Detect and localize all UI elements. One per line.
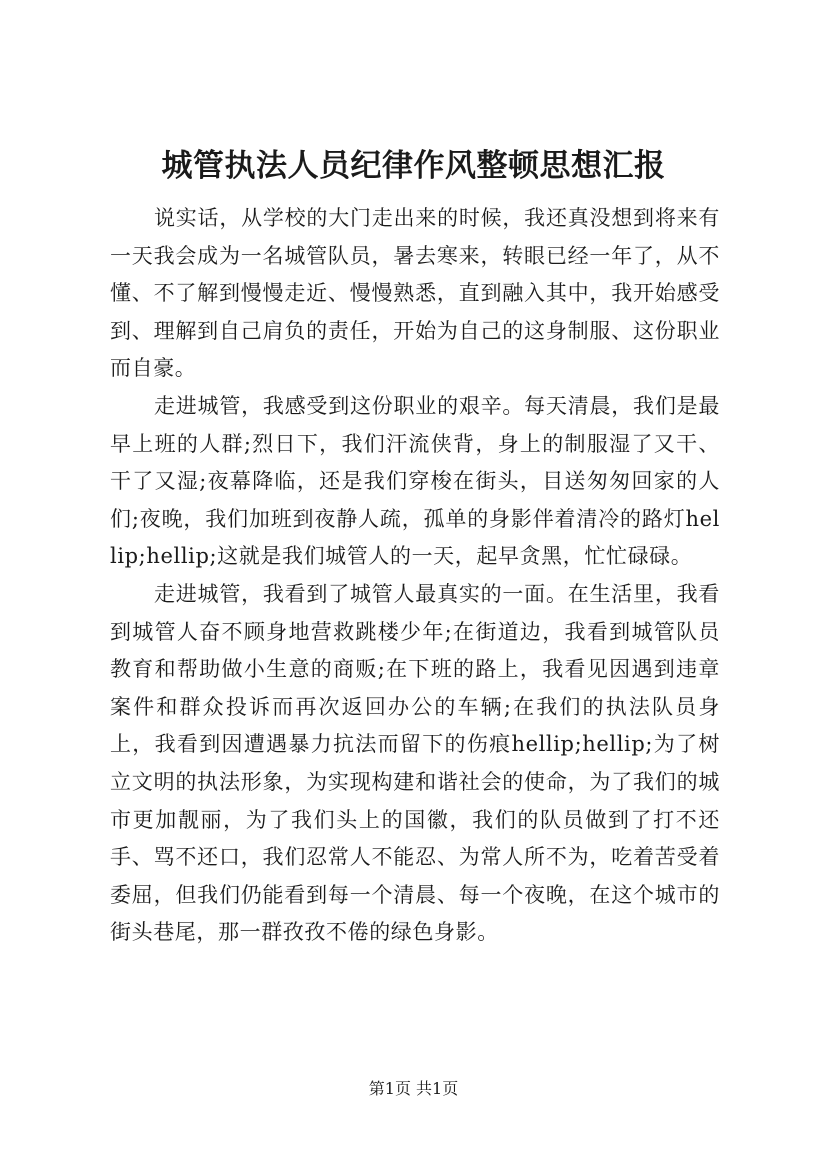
paragraph-1: 说实话，从学校的大门走出来的时候，我还真没想到将来有一天我会成为一名城管队员，暑去寒来，转眼已经一年了，从不懂、不了解到慢慢走近、慢慢熟悉，直到融入其中，我开始感受到、理解到自己肩负的责任，开始为自己的这身制服、这份职业而自豪。 <box>110 206 720 381</box>
paragraph-3: 走进城管，我看到了城管人最真实的一面。在生活里，我看到城管人奋不顾身地营救跳楼少年;在街道边，我看到城管队员教育和帮助做小生意的商贩;在下班的路上，我看见因遇到违章案件和群众投诉而再次返回办公的车辆;在我们的执法队员身上，我看到因遭遇暴力抗法而留下的伤痕hellip;hellip;为了树立文明的执法形象，为实现构建和谐社会的使命，为了我们的城市更加靓丽，为了我们头上的国徽，我们的队员做到了打不还手、骂不还口，我们忍常人不能忍、为常人所不为，吃着苦受着委屈，但我们仍能看到每一个清晨、每一个夜晚，在这个城市的街头巷尾，那一群孜孜不倦的绿色身影。 <box>110 581 720 945</box>
document-title: 城管执法人员纪律作风整顿思想汇报 <box>161 148 666 184</box>
page-footer <box>0 1078 827 1100</box>
page-number-label: 第1页 共1页 <box>368 1079 459 1098</box>
paragraph-2: 走进城管，我感受到这份职业的艰辛。每天清晨，我们是最早上班的人群;烈日下，我们汗流侠背，身上的制服湿了又干、干了又湿;夜幕降临，还是我们穿梭在街头，目送匆匆回家的人们;夜晚，我们加班到夜静人疏，孤单的身影伴着清冷的路灯hellip;hellip;这就是我们城管人的一天，起早贪黑，忙忙碌碌。 <box>110 393 720 569</box>
document-body <box>110 200 720 952</box>
